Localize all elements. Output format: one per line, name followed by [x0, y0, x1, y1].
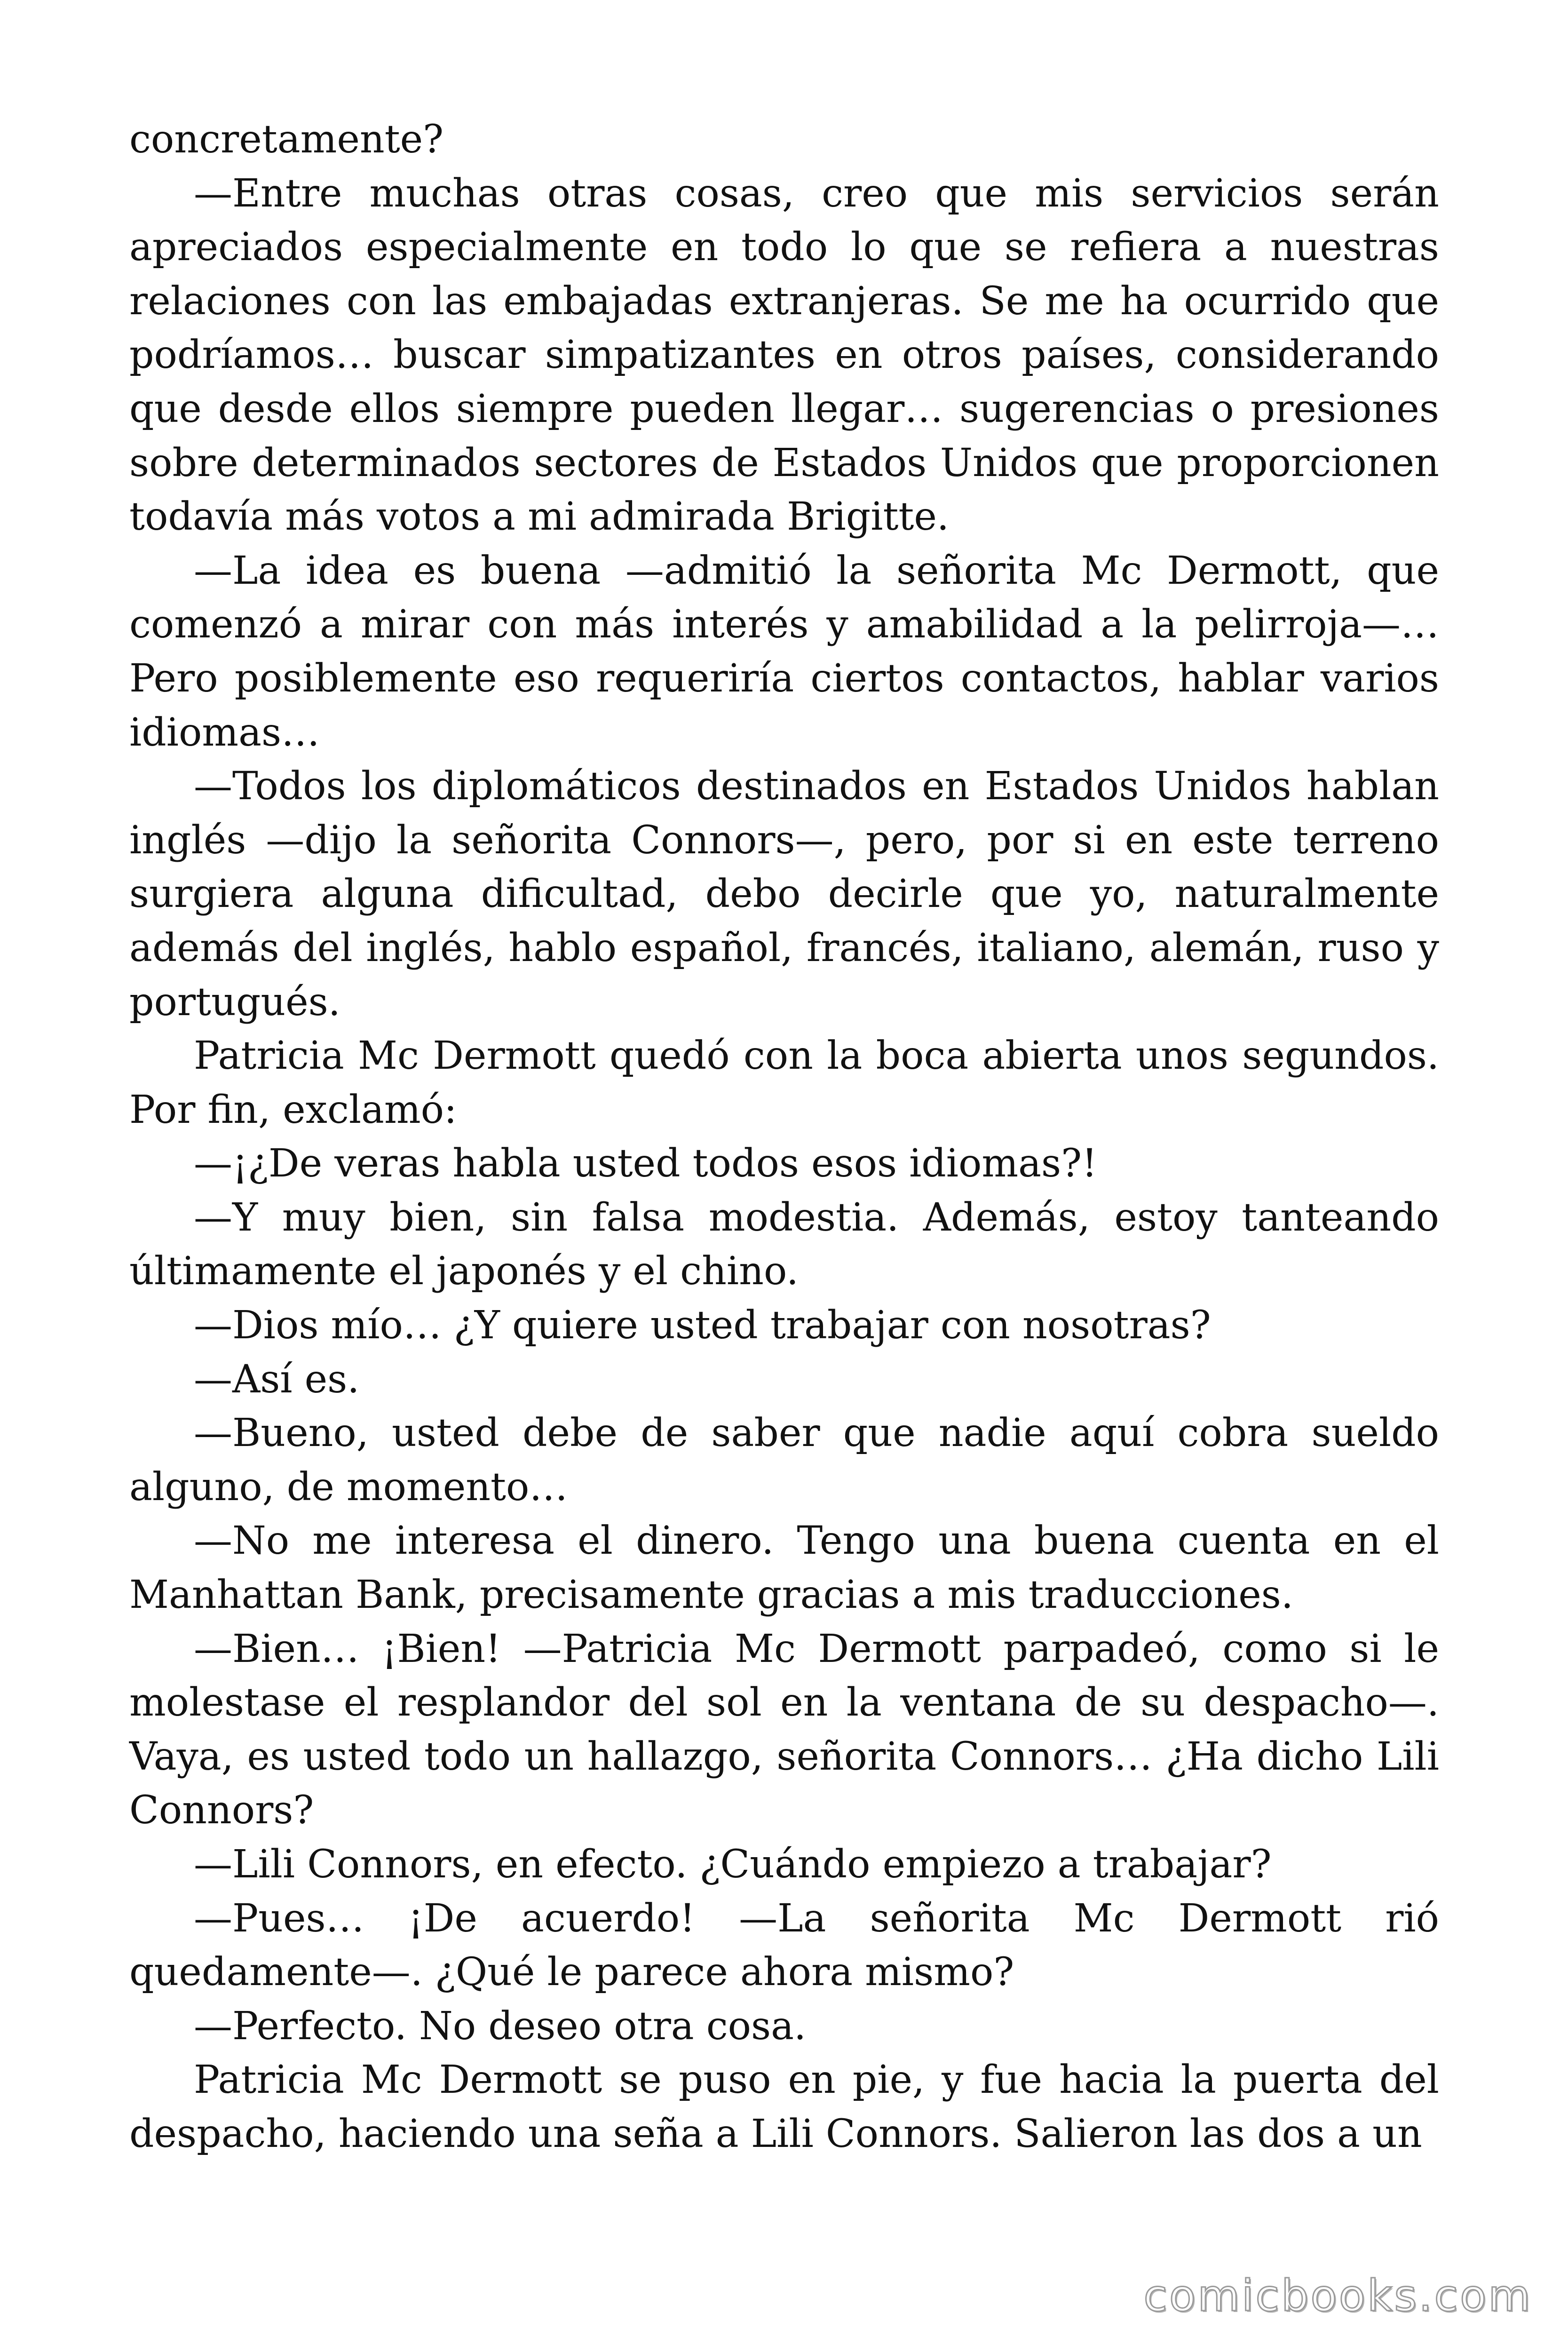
paragraph: —Así es.	[194, 1357, 360, 1402]
paragraph: concretamente?	[129, 117, 444, 162]
paragraph: —No me interesa el dinero. Tengo una buena cuenta en el Manhattan Bank, precisamente gracias a mis traducciones.	[129, 1518, 1439, 1618]
paragraph: —Perfecto. No deseo otra cosa.	[194, 2003, 807, 2049]
paragraph: Patricia Mc Dermott quedó con la boca abierta unos segundos. Por fin, exclamó:	[129, 1033, 1439, 1132]
paragraph: —Y muy bien, sin falsa modestia. Además, estoy tanteando últimamente el japonés y el chino.	[129, 1195, 1439, 1294]
paragraph: —Pues… ¡De acuerdo! —La señorita Mc Dermott rió quedamente—. ¿Qué le parece ahora mismo?	[129, 1896, 1439, 1995]
paragraph: —Lili Connors, en efecto. ¿Cuándo empiezo a trabajar?	[194, 1842, 1272, 1887]
paragraph: —Todos los diplomáticos destinados en Estados Unidos hablan inglés —dijo la señorita Connors—, pero, por si en este terreno surgiera alguna dificultad, debo decirle que yo, naturalmente además del inglés, hablo español, francés, italiano, alemán, ruso y portugués.	[129, 764, 1439, 1025]
paragraph: —Bueno, usted debe de saber que nadie aquí cobra sueldo alguno, de momento…	[129, 1411, 1439, 1510]
paragraph: —La idea es buena —admitió la señorita Mc Dermott, que comenzó a mirar con más interés y amabilidad a la pelirroja—… Pero posiblemente eso requeriría ciertos contactos, hablar varios idiomas…	[129, 548, 1439, 755]
paragraph: —Dios mío… ¿Y quiere usted trabajar con nosotras?	[194, 1303, 1211, 1348]
paragraph: Patricia Mc Dermott se puso en pie, y fue hacia la puerta del despacho, haciendo una seña a Lili Connors. Salieron las dos a un	[129, 2058, 1439, 2156]
page-body	[129, 113, 1439, 2161]
watermark: comicbooks.com	[1143, 2271, 1532, 2321]
paragraph: —¡¿De veras habla usted todos esos idiomas?!	[194, 1141, 1098, 1186]
paragraph: —Entre muchas otras cosas, creo que mis servicios serán apreciados especialmente en todo lo que se refiera a nuestras relaciones con las embajadas extranjeras. Se me ha ocurrido que podríamos… buscar simpatizantes en otros países, considerando que desde ellos siempre pueden llegar… sugerencias o presiones sobre determinados sectores de Estados Unidos que proporcionen todavía más votos a mi admirada Brigitte.	[129, 171, 1439, 540]
paragraph: —Bien… ¡Bien! —Patricia Mc Dermott parpadeó, como si le molestase el resplandor del sol en la ventana de su despacho—. Vaya, es usted todo un hallazgo, señorita Connors… ¿Ha dicho Lili Connors?	[129, 1626, 1439, 1833]
